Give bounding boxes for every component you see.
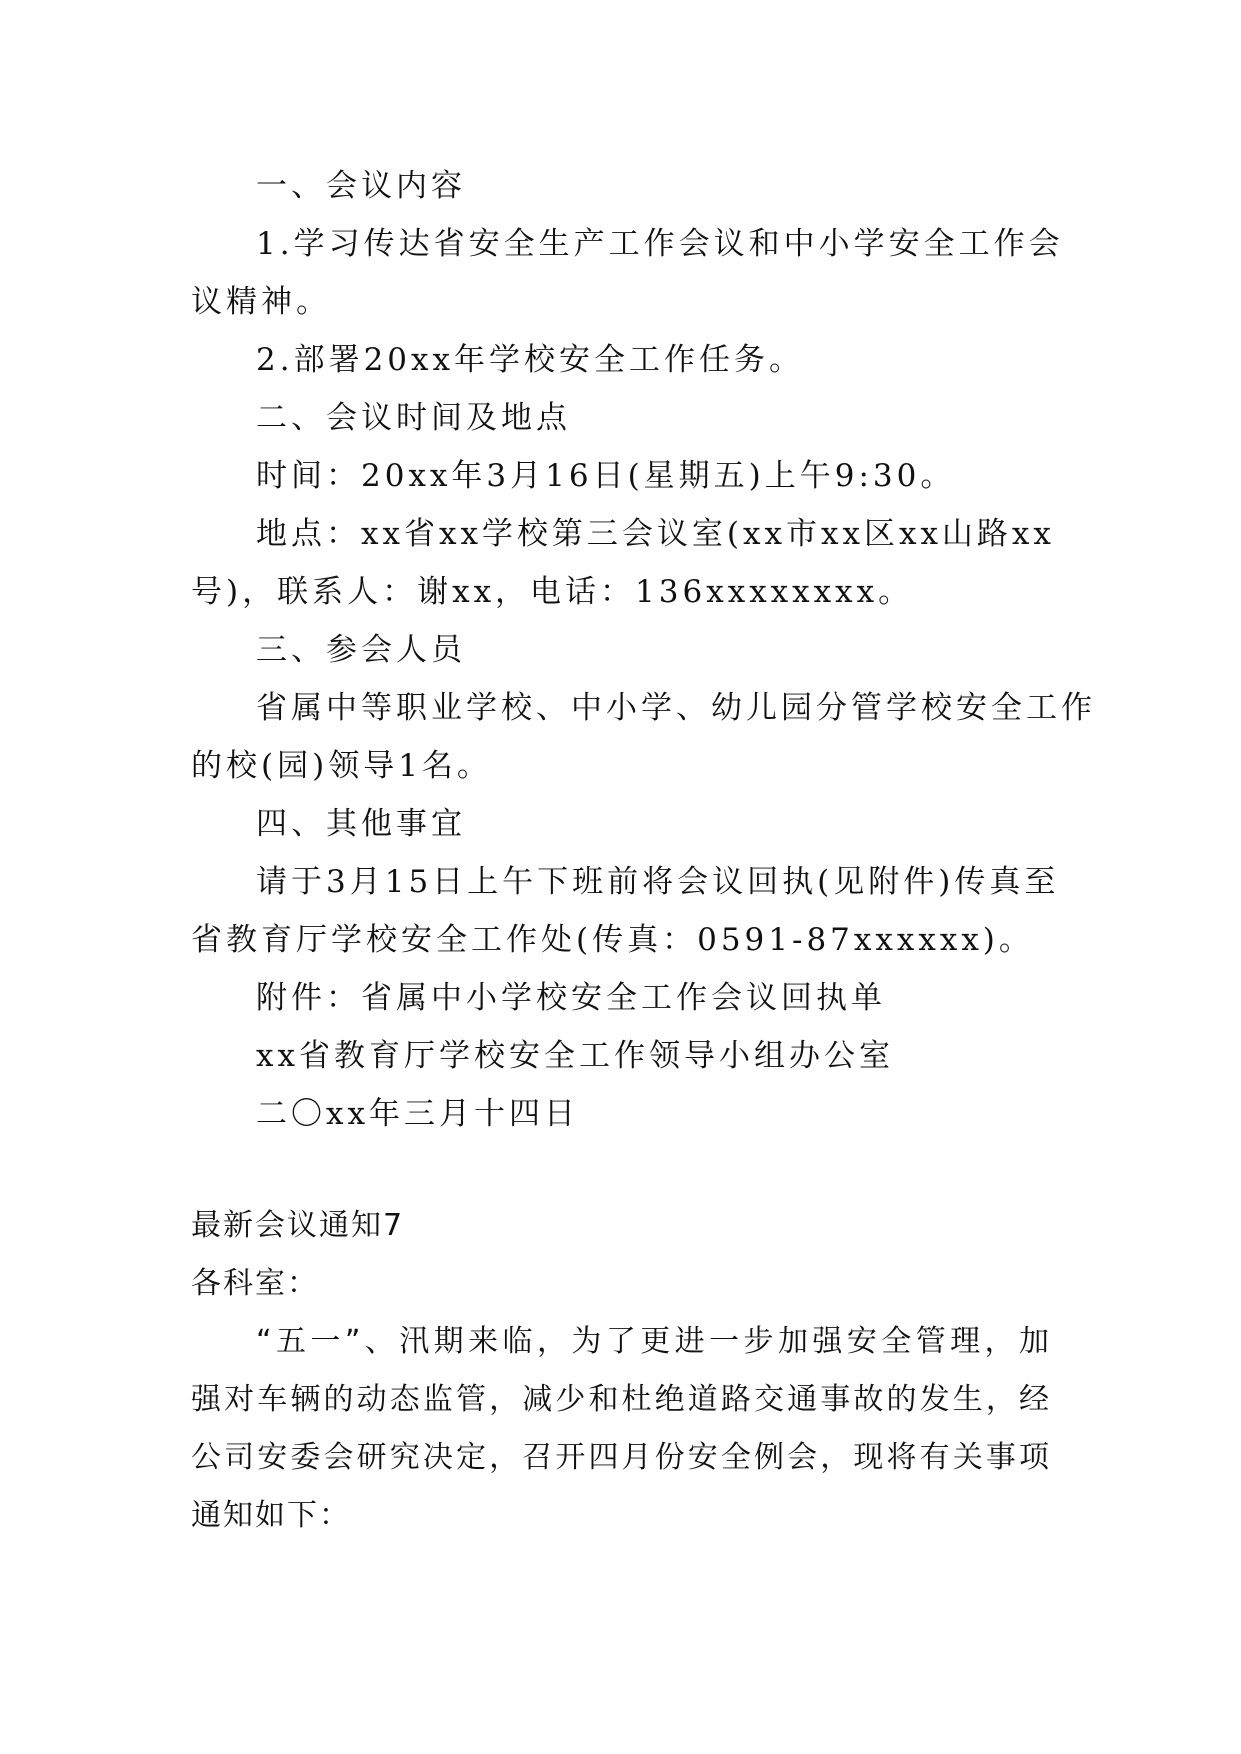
item1-line1: 1.学习传达省安全生产工作会议和中小学安全工作会 <box>256 226 1064 262</box>
section1-heading: 一、会议内容 <box>256 168 466 204</box>
meeting-place-line1: 地点：xx省xx学校第三会议室(xx市xx区xx山路xx <box>256 516 1055 552</box>
section4-heading: 四、其他事宜 <box>256 806 466 842</box>
notice7-para-line2: 强对车辆的动态监管，减少和杜绝道路交通事故的发生，经 <box>191 1382 1051 1417</box>
signature-date: 二〇xx年三月十四日 <box>256 1096 579 1132</box>
meeting-place-line2: 号)，联系人：谢xx，电话：136xxxxxxxx。 <box>191 574 914 610</box>
attendees-line2: 的校(园)领导1名。 <box>191 748 492 784</box>
notice7-para-line4: 通知如下： <box>191 1498 351 1533</box>
notice7-para-line1: “五一”、汛期来临，为了更进一步加强安全管理，加 <box>256 1324 1051 1359</box>
notice7-para-line3: 公司安委会研究决定，召开四月份安全例会，现将有关事项 <box>191 1440 1051 1475</box>
other-matters-line1: 请于3月15日上午下班前将会议回执(见附件)传真至 <box>256 864 1060 900</box>
section3-heading: 三、参会人员 <box>256 632 466 668</box>
notice7-title: 最新会议通知7 <box>191 1208 405 1243</box>
attachment-line: 附件：省属中小学校安全工作会议回执单 <box>256 980 886 1016</box>
item2: 2.部署20xx年学校安全工作任务。 <box>256 342 804 378</box>
other-matters-line2: 省教育厅学校安全工作处(传真：0591-87xxxxxx)。 <box>191 922 1034 958</box>
item1-line2: 议精神。 <box>191 284 331 320</box>
meeting-time: 时间：20xx年3月16日(星期五)上午9:30。 <box>256 458 956 494</box>
signature-organization: xx省教育厅学校安全工作领导小组办公室 <box>256 1038 894 1074</box>
section2-heading: 二、会议时间及地点 <box>256 400 571 436</box>
attendees-line1: 省属中等职业学校、中小学、幼儿园分管学校安全工作 <box>256 690 1096 726</box>
notice7-salutation: 各科室： <box>191 1266 319 1301</box>
